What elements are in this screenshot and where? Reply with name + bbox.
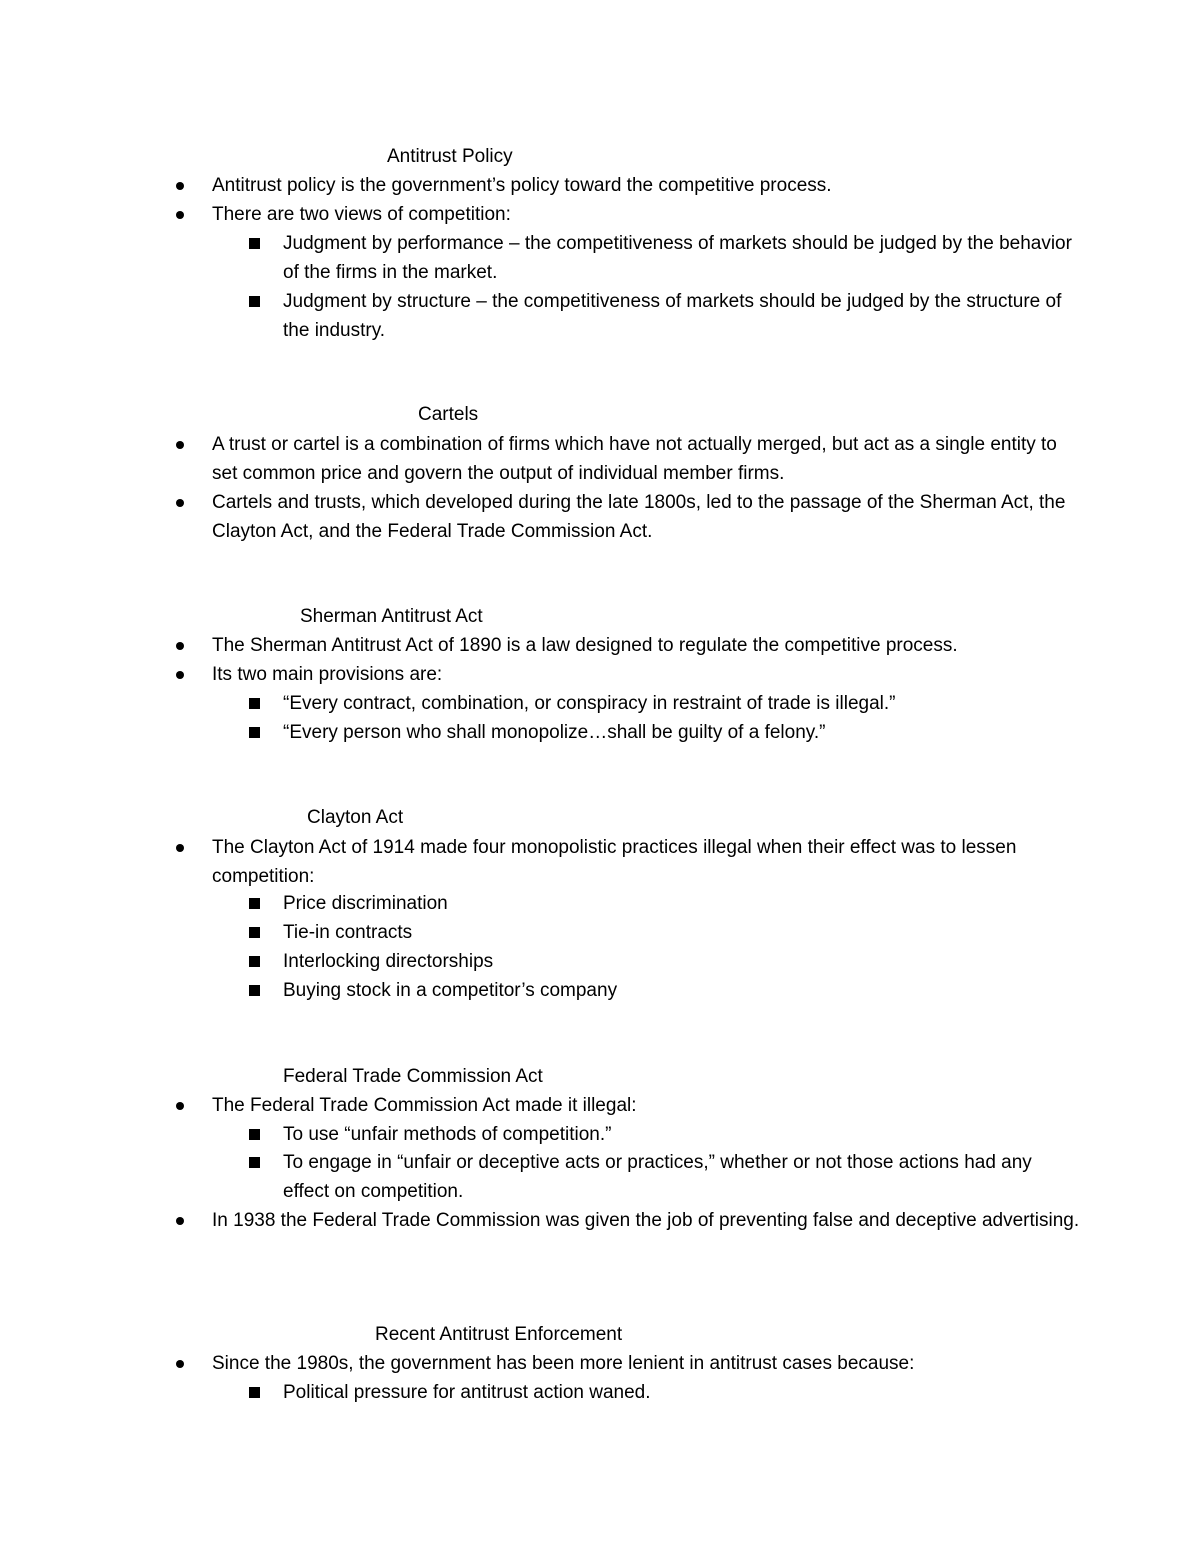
bullet-item (212, 200, 1082, 229)
bullet-dot-icon (176, 671, 184, 679)
bullet-square-icon (249, 727, 260, 738)
bullet-item (212, 171, 1082, 200)
sub-bullet-item (283, 1148, 1073, 1206)
section-heading: Clayton Act (307, 807, 404, 828)
bullet-text: There are two views of competition: (212, 204, 511, 225)
section-heading: Federal Trade Commission Act (283, 1066, 543, 1087)
section-heading: Recent Antitrust Enforcement (375, 1324, 623, 1345)
bullet-item (212, 1091, 1082, 1120)
bullet-text: Price discrimination (283, 893, 448, 914)
bullet-text: Its two main provisions are: (212, 664, 443, 685)
sub-bullet-item (283, 689, 1073, 718)
bullet-item (212, 833, 1082, 891)
bullet-square-icon (249, 296, 260, 307)
bullet-text: Judgment by performance – the competitiveness of markets should be judged by the behavior of the firms in the market. (283, 233, 1072, 283)
bullet-item (212, 1349, 1082, 1378)
bullet-item (212, 430, 1082, 488)
bullet-square-icon (249, 927, 260, 938)
bullet-text: The Sherman Antitrust Act of 1890 is a law designed to regulate the competitive process. (212, 635, 958, 656)
bullet-text: Judgment by structure – the competitiveness of markets should be judged by the structure of the industry. (283, 291, 1062, 341)
bullet-square-icon (249, 1387, 260, 1398)
bullet-text: In 1938 the Federal Trade Commission was given the job of preventing false and deceptive advertising. (212, 1210, 1080, 1231)
sub-bullet-item (283, 976, 1073, 1005)
bullet-dot-icon (176, 211, 184, 219)
bullet-square-icon (249, 238, 260, 249)
sub-bullet-item (283, 1120, 1073, 1149)
sub-bullet-item (283, 718, 1073, 747)
bullet-text: Political pressure for antitrust action waned. (283, 1382, 651, 1403)
bullet-square-icon (249, 898, 260, 909)
bullet-square-icon (249, 985, 260, 996)
bullet-dot-icon (176, 844, 184, 852)
bullet-text: Interlocking directorships (283, 951, 494, 972)
sub-bullet-item (283, 889, 1073, 918)
bullet-text: To engage in “unfair or deceptive acts or practices,” whether or not those actions had any effect on competition. (283, 1152, 1032, 1202)
bullet-dot-icon (176, 182, 184, 190)
bullet-dot-icon (176, 1102, 184, 1110)
section-heading: Antitrust Policy (387, 146, 513, 167)
bullet-text: “Every contract, combination, or conspiracy in restraint of trade is illegal.” (283, 693, 896, 714)
bullet-item (212, 660, 1082, 689)
bullet-text: To use “unfair methods of competition.” (283, 1124, 612, 1145)
bullet-square-icon (249, 1129, 260, 1140)
bullet-text: Tie-in contracts (283, 922, 413, 943)
bullet-text: Cartels and trusts, which developed during the late 1800s, led to the passage of the Sherman Act, the Clayton Act, and the Federal Trade Commission Act. (212, 492, 1066, 542)
bullet-dot-icon (176, 441, 184, 449)
bullet-item (212, 1206, 1082, 1235)
bullet-text: A trust or cartel is a combination of firms which have not actually merged, but act as a single entity to set common price and govern the output of individual member firms. (212, 434, 1057, 484)
bullet-square-icon (249, 1157, 260, 1168)
bullet-dot-icon (176, 642, 184, 650)
bullet-text: Buying stock in a competitor’s company (283, 980, 618, 1001)
bullet-square-icon (249, 956, 260, 967)
bullet-text: The Federal Trade Commission Act made it illegal: (212, 1095, 637, 1116)
bullet-text: The Clayton Act of 1914 made four monopolistic practices illegal when their effect was to lessen competition: (212, 837, 1017, 887)
bullet-text: Antitrust policy is the government’s policy toward the competitive process. (212, 175, 832, 196)
bullet-text: Since the 1980s, the government has been more lenient in antitrust cases because: (212, 1353, 915, 1374)
section-heading: Sherman Antitrust Act (300, 606, 483, 627)
bullet-square-icon (249, 698, 260, 709)
sub-bullet-item (283, 947, 1073, 976)
bullet-item (212, 631, 1082, 660)
bullet-dot-icon (176, 1217, 184, 1225)
sub-bullet-item (283, 229, 1073, 287)
sub-bullet-item (283, 287, 1073, 345)
sub-bullet-item (283, 1378, 1073, 1407)
bullet-text: “Every person who shall monopolize…shall be guilty of a felony.” (283, 722, 826, 743)
bullet-dot-icon (176, 1360, 184, 1368)
section-heading: Cartels (418, 404, 479, 425)
bullet-item (212, 488, 1082, 546)
bullet-dot-icon (176, 499, 184, 507)
sub-bullet-item (283, 918, 1073, 947)
